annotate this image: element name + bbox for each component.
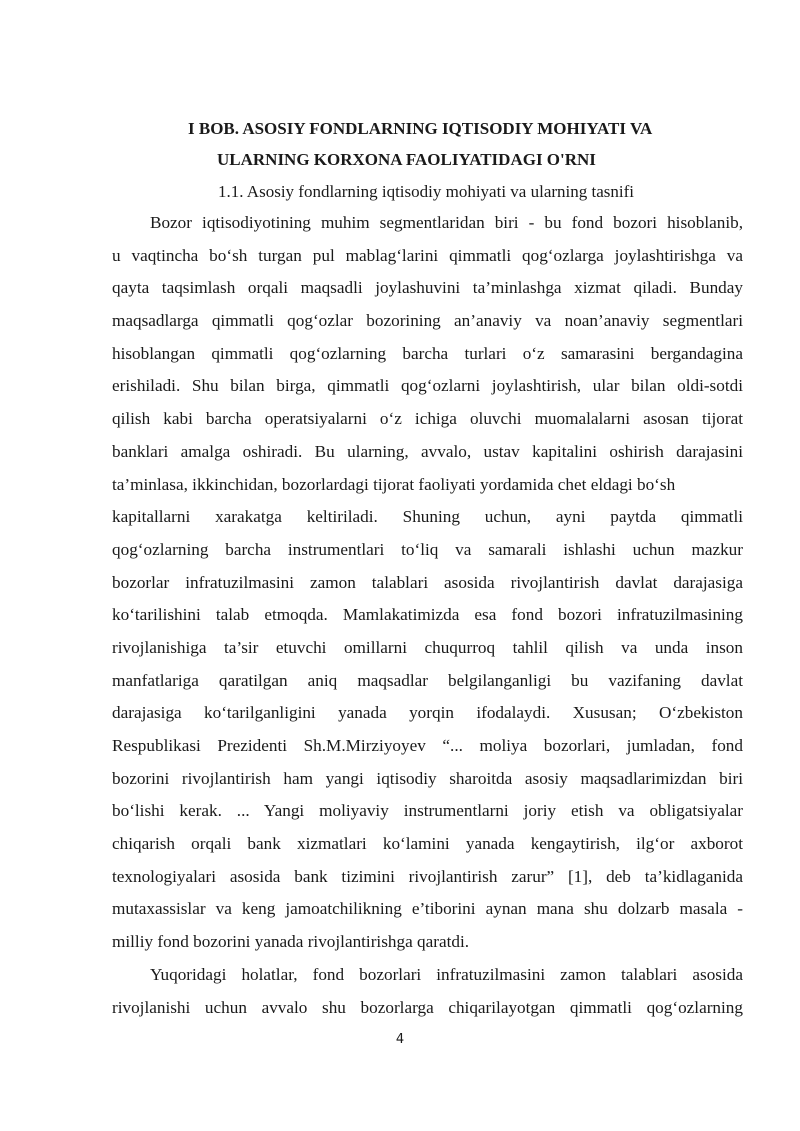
section-title: 1.1. Asosiy fondlarning iqtisodiy mohiyati va ularning tasnifi [218, 182, 634, 201]
paragraph-line: chiqarish orqali bank xizmatlari ko‘lamini yanada kengaytirish, ilg‘or axborot [112, 834, 743, 854]
paragraph-line: hisoblangan qimmatli qog‘ozlarning barcha turlari o‘z samarasini bergandagina [112, 343, 743, 363]
paragraph-line: darajasiga ko‘tarilganligini yanada yorqin ifodalaydi. Xususan; O‘zbekiston [112, 703, 743, 723]
paragraph-line: Yuqoridagi holatlar, fond bozorlari infratuzilmasini zamon talablari asosida [150, 964, 743, 984]
paragraph-line: rivojlanishiga ta’sir etuvchi omillarni chuqurroq tahlil qilish va unda inson [112, 637, 743, 657]
paragraph-line: milliy fond bozorini yanada rivojlantirishga qaratdi. [112, 932, 470, 952]
paragraph-line: maqsadlarga qimmatli qog‘ozlar bozorining an’anaviy va noan’anaviy segmentlari [112, 311, 743, 331]
paragraph-line: qayta taqsimlash orqali maqsadli joylashuvini ta’minlashga xizmat qiladi. Bunday [112, 278, 743, 298]
paragraph-line: qilish kabi barcha operatsiyalarni o‘z ichiga oluvchi muomalalarni asosan tijorat [112, 409, 743, 429]
paragraph-line: ko‘tarilishini talab etmoqda. Mamlakatimizda esa fond bozori infratuzilmasining [112, 605, 743, 625]
paragraph-line: texnologiyalari asosida bank tizimini rivojlantirish zarur” [1], deb ta’kidlaganida [112, 866, 743, 886]
paragraph-line: erishiladi. Shu bilan birga, qimmatli qog‘ozlarni joylashtirish, ular bilan oldi-sotdi [112, 376, 743, 396]
paragraph-line: mutaxassislar va keng jamoatchilikning e’tiborini aynan mana shu dolzarb masala - [112, 899, 743, 919]
page-number: 4 [395, 1032, 405, 1047]
paragraph-line: Respublikasi Prezidenti Sh.M.Mirziyoyev “... moliya bozorlari, jumladan, fond [112, 736, 743, 755]
paragraph-line: kapitallarni xarakatga keltiriladi. Shuning uchun, ayni paytda qimmatli [112, 507, 743, 527]
paragraph-line: banklari amalga oshiradi. Bu ularning, avvalo, ustav kapitalini oshirish darajasini [112, 441, 743, 461]
paragraph-line: bo‘lishi kerak. ... Yangi moliyaviy instrumentlarni joriy etish va obligatsiyalar [112, 801, 743, 821]
paragraph-line: manfatlariga qaratilgan aniq maqsadlar belgilanganligi bu vazifaning davlat [112, 670, 743, 690]
paragraph-line: bozorini rivojlantirish ham yangi iqtisodiy sharoitda asosiy maqsadlarimizdan biri [112, 768, 743, 788]
paragraph-line: ta’minlasa, ikkinchidan, bozorlardagi tijorat faoliyati yordamida chet eldagi bo‘sh [112, 474, 676, 494]
paragraph-line: qog‘ozlarning barcha instrumentlari to‘liq va samarali ishlashi uchun mazkur [112, 539, 743, 559]
chapter-title-line-1: I BOB. ASOSIY FONDLARNING IQTISODIY MOHIYATI VA [188, 119, 653, 138]
paragraph-line: u vaqtincha bo‘sh turgan pul mablag‘larini qimmatli qog‘ozlarga joylashtirishga va [112, 245, 743, 265]
paragraph-line: rivojlanishi uchun avvalo shu bozorlarga chiqarilayotgan qimmatli qog‘ozlarning [112, 997, 743, 1017]
paragraph-line: Bozor iqtisodiyotining muhim segmentlaridan biri - bu fond bozori hisoblanib, [150, 213, 743, 232]
chapter-title-line-2: ULARNING KORXONA FAOLIYATIDAGI O'RNI [217, 150, 596, 169]
body-text [112, 207, 743, 1024]
paragraph-line: bozorlar infratuzilmasini zamon talablari asosida rivojlantirish davlat darajasiga [112, 572, 743, 592]
